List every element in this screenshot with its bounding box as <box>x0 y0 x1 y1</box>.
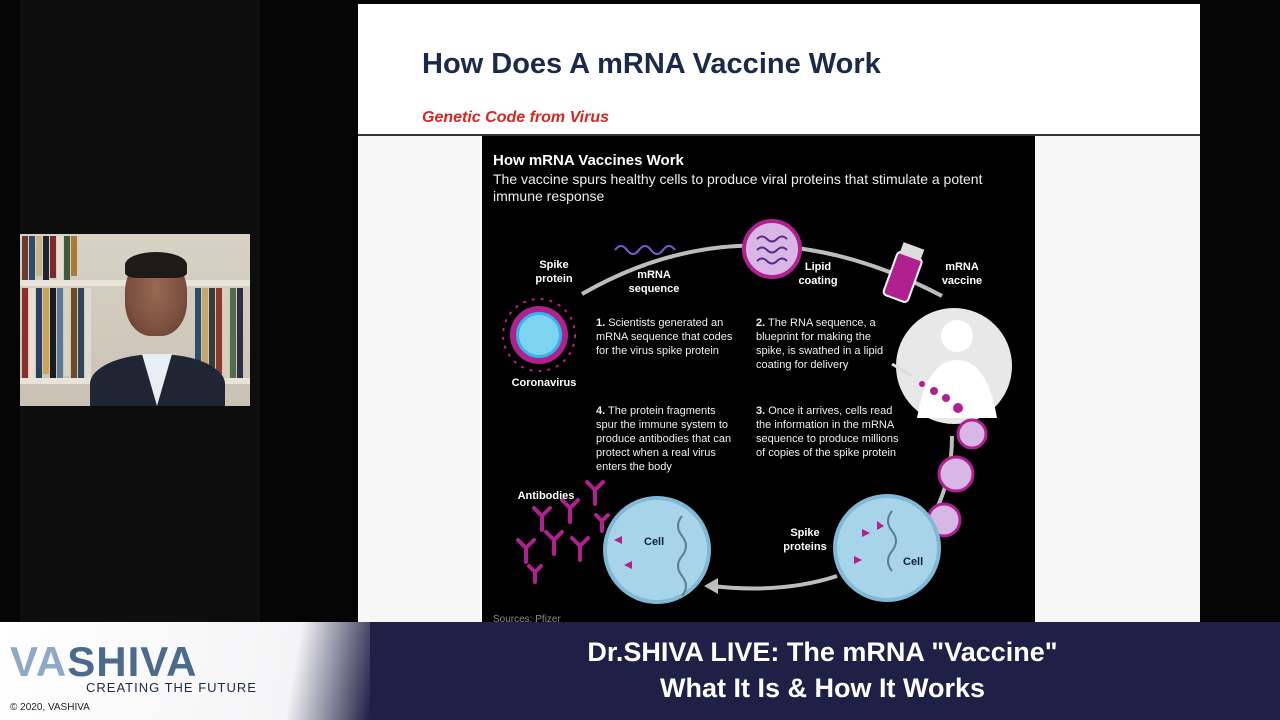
cycle-arrow-head <box>704 578 718 594</box>
step-2-text: The RNA sequence, a blueprint for making the spike, is swathed in a lipid coating for delivery <box>756 317 884 371</box>
label-antibodies: Antibodies <box>517 490 575 502</box>
slide-margin-left <box>358 136 481 622</box>
vashiva-logo <box>10 638 197 686</box>
step-1-number: 1. <box>596 317 606 329</box>
step-1 <box>596 316 736 358</box>
logo-tagline: CREATING THE FUTURE <box>86 680 257 695</box>
slide-title: How Does A mRNA Vaccine Work <box>422 48 881 80</box>
step-2-number: 2. <box>756 317 766 329</box>
label-cell-left: Cell <box>644 536 665 548</box>
lower-third-banner <box>0 622 1280 720</box>
step-3-number: 3. <box>756 405 766 417</box>
step-1-text: Scientists generated an mRNA sequence that codes for the virus spike protein <box>596 317 733 357</box>
step-2 <box>756 316 894 372</box>
banner-title <box>400 634 1245 706</box>
step-3-text: Once it arrives, cells read the information in the mRNA sequence to produce millions of copies of the spike protein <box>756 405 899 459</box>
logo-text-va: VA <box>10 638 68 685</box>
label-lipid-coating: Lipid coating <box>798 261 838 287</box>
label-cell-right: Cell <box>903 556 924 568</box>
step-4-text: The protein fragments spur the immune system to produce antibodies that can protect when a real virus enters the body <box>596 405 732 473</box>
right-cell-icon <box>835 496 939 600</box>
mrna-infographic <box>482 136 1035 622</box>
slide-margin-right <box>1035 136 1200 622</box>
banner-title-line-1: Dr.SHIVA LIVE: The mRNA "Vaccine" <box>587 637 1058 667</box>
mrna-squiggle <box>615 246 675 254</box>
label-mrna-vaccine: mRNA vaccine <box>941 261 983 287</box>
slide-subtitle: Genetic Code from Virus <box>422 109 609 126</box>
label-coronavirus: Coronavirus <box>511 377 577 389</box>
label-spike-proteins: Spike proteins <box>783 527 827 553</box>
infographic-source: Sources: Pfizer <box>493 614 561 622</box>
left-cell-icon <box>605 498 709 602</box>
step-4 <box>596 404 738 474</box>
banner-title-line-2: What It Is & How It Works <box>659 673 985 703</box>
infographic-title: How mRNA Vaccines Work <box>493 152 684 169</box>
cycle-arc-bottom <box>712 576 837 588</box>
person-hair <box>125 252 187 278</box>
infographic-description: The vaccine spurs healthy cells to produce viral proteins that stimulate a potent immune response <box>493 171 983 204</box>
particle-2 <box>939 457 973 491</box>
step-4-number: 4. <box>596 405 606 417</box>
copyright-notice: © 2020, VASHIVA <box>10 702 90 713</box>
webcam-feed <box>20 234 250 406</box>
coronavirus-icon <box>503 299 575 371</box>
label-spike-protein: Spike protein <box>535 259 573 285</box>
label-mrna-sequence: mRNA sequence <box>628 269 680 295</box>
particle-1 <box>958 420 986 448</box>
logo-area <box>0 622 370 720</box>
logo-text-shiva: SHIVA <box>67 638 198 685</box>
step-3 <box>756 404 906 460</box>
